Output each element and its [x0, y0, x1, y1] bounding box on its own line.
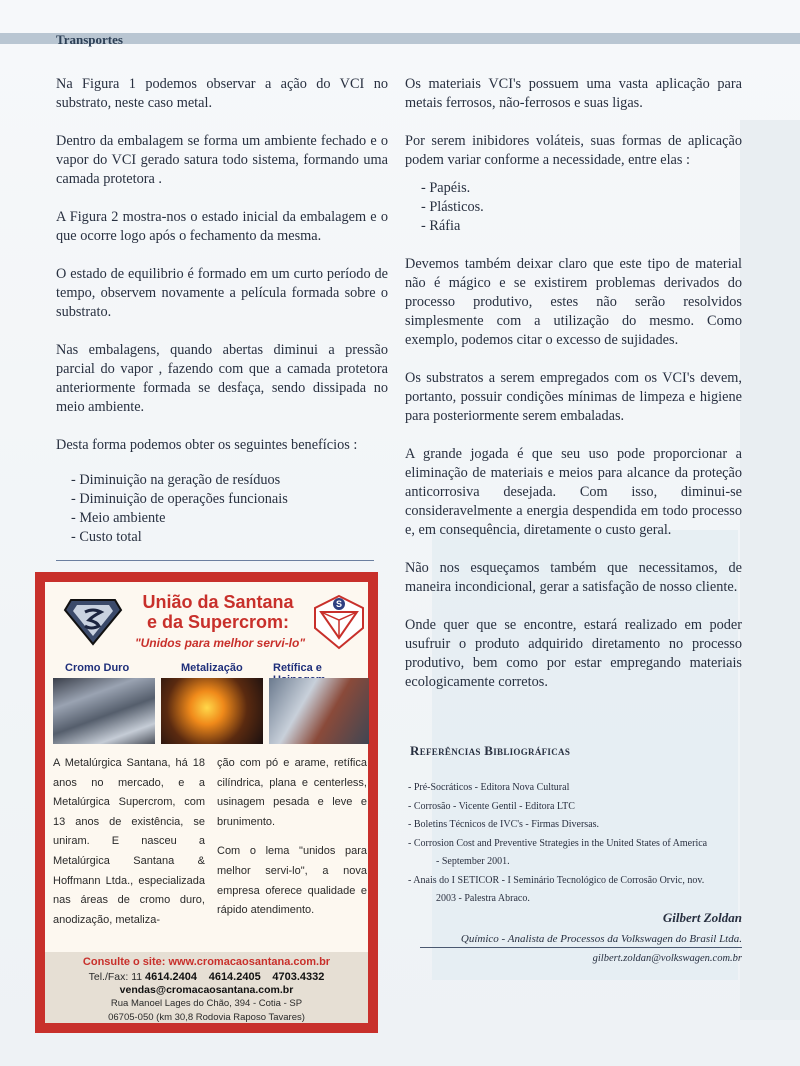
ad-paragraph: A Metalúrgica Santana, há 18 anos no mercado, e a Metalúrgica Supercrom, com 13 anos de existência, se uniram. E nasceu a Metalúrgica Santana & Hoffmann Ltda., especializada nas áreas de cromo duro, anodização, metaliza- — [53, 757, 205, 926]
logo-letter: S — [335, 599, 343, 609]
author-name: Gilbert Zoldan — [662, 910, 742, 925]
paragraph: Dentro da embalagem se forma um ambiente fechado e o vapor do VCI gerado satura todo sistema, formando uma camada protetora . — [56, 133, 388, 187]
list-item: - Diminuição na geração de resíduos — [71, 472, 281, 488]
references-list — [408, 779, 743, 909]
ad-title — [123, 592, 313, 632]
reference-item: - Corrosion Cost and Preventive Strategies in the United States of America — [408, 837, 708, 849]
paragraph: A grande jogada é que seu uso pode proporcionar a eliminação de materiais e meios para alcance da proteção anticorrosiva desejada. Com isso, diminui-se consideravelmente a energia despendida em todo processo e, em consequência, diretamente o custo geral. — [405, 446, 742, 538]
paragraph: Não nos esqueçamos também que necessitamos, de maneira incondicional, gerar a satisfação de nosso cliente. — [405, 560, 742, 595]
paragraph: Desta forma podemos obter os seguintes benefícios : — [56, 437, 358, 453]
reference-item: - Corrosão - Vicente Gentil - Editora LTC — [408, 800, 575, 812]
phone-number: 4703.4332 — [272, 971, 325, 983]
ad-text-right — [217, 754, 367, 931]
author-role: Químico - Analista de Processos da Volkswagen do Brasil Ltda. — [460, 933, 742, 945]
paragraph: Devemos também deixar claro que este tipo de material não é mágico e se existirem problemas derivados do processo produtivo, estes não serão resolvidos simplesmente com a utilização do mesmo. Como exemplo, podemos citar o excesso de sujidades. — [405, 256, 742, 348]
section-label: Transportes — [56, 32, 123, 47]
background-tint-edge — [740, 120, 800, 1020]
list-item: - Plásticos. — [421, 199, 484, 215]
machining-photo — [269, 678, 369, 744]
ad-title-line: União da Santana — [142, 592, 294, 612]
paragraph: Na Figura 1 podemos observar a ação do VCI no substrato, neste caso metal. — [56, 76, 388, 111]
reference-item: - Anais do I SETICOR - I Seminário Tecnológico de Corrosão Orvic, nov. — [408, 874, 705, 886]
chrome-rods-photo — [53, 678, 155, 744]
list-item: - Custo total — [71, 529, 142, 545]
author-email[interactable]: gilbert.zoldan@volkswagen.com.br — [592, 953, 742, 964]
ad-panel — [45, 582, 368, 1023]
supercrom-shield-icon — [63, 596, 123, 648]
paragraph: A Figura 2 mostra-nos o estado inicial da embalagem e o que ocorre logo após o fechamento da mesma. — [56, 209, 388, 244]
paragraph: Nas embalagens, quando abertas diminui a pressão parcial do vapor , fazendo com que a camada protetora anteriormente formada se desfaça, sendo dissipada no meio ambiente. — [56, 342, 388, 415]
ad-category: Metalização — [181, 662, 243, 674]
metalization-photo — [161, 678, 263, 744]
reference-item: 2003 - Palestra Abraco. — [436, 893, 530, 904]
santana-diamond-icon — [313, 594, 365, 650]
phone-number: 4614.2404 — [145, 971, 198, 983]
ad-email[interactable]: vendas@cromacaosantana.com.br — [119, 984, 294, 996]
benefits-list — [56, 471, 388, 547]
ad-text-left — [53, 754, 205, 940]
ad-address: 06705-050 (km 30,8 Rodovia Raposo Tavares) — [108, 1012, 305, 1023]
paragraph: Os substratos a serem empregados com os VCI's devem, portanto, possuir condições mínimas de limpeza e higiene para posteriormente serem embaladas. — [405, 370, 742, 424]
reference-item: - September 2001. — [436, 856, 510, 867]
ad-paragraph: Com o lema "unidos para melhor servi-lo", a nova empresa oferece qualidade e rápido atendimento. — [217, 845, 367, 917]
phone-number: 4614.2405 — [208, 971, 261, 983]
ad-contact — [45, 952, 368, 1023]
phone-prefix: Tel./Fax: 11 — [88, 971, 143, 983]
paragraph: Por serem inibidores voláteis, suas formas de aplicação podem variar conforme a necessidade, entre elas : — [405, 133, 742, 168]
advertisement — [35, 572, 378, 1033]
ad-paragraph: ção com pó e arame, retífica cilíndrica, plana e centerless, usinagem pesada e leve e brunimento. — [217, 757, 367, 828]
ad-category: Cromo Duro — [65, 662, 130, 674]
left-column — [56, 75, 388, 547]
references-title: Referências Bibliográficas — [410, 743, 571, 758]
ad-address: Rua Manoel Lages do Chão, 394 - Cotia - SP — [110, 998, 303, 1009]
reference-item: - Pré-Socráticos - Editora Nova Cultural — [408, 782, 570, 793]
paragraph: Os materiais VCI's possuem uma vasta aplicação para metais ferrosos, não-ferrosos e suas ligas. — [405, 76, 742, 111]
ad-website[interactable]: Consulte o site: www.cromacaosantana.com.br — [82, 956, 331, 968]
paragraph: Onde quer que se encontre, estará realizado em poder usufruir o produto adquirido diretamento no processo produtivo, bem como por estar empregando materiais ecologicamente corretos. — [405, 617, 742, 690]
divider — [56, 560, 374, 561]
list-item: - Ráfia — [421, 218, 461, 234]
list-item: - Diminuição de operações funcionais — [71, 491, 288, 507]
reference-item: - Boletins Técnicos de IVC's - Firmas Diversas. — [408, 819, 600, 830]
divider — [420, 947, 742, 948]
right-column — [405, 75, 742, 711]
list-item: - Papéis. — [421, 180, 471, 196]
forms-list — [405, 179, 742, 236]
author-block — [420, 910, 742, 964]
ad-slogan: "Unidos para melhor servi-lo" — [134, 636, 306, 650]
paragraph: O estado de equilibrio é formado em um curto período de tempo, observem novamente a película formada sobre o substrato. — [56, 266, 388, 320]
ad-category: Retífica e — [273, 662, 322, 674]
list-item: - Meio ambiente — [71, 510, 166, 526]
ad-title-line: e da Supercrom: — [146, 612, 290, 632]
ad-phones — [45, 971, 368, 983]
